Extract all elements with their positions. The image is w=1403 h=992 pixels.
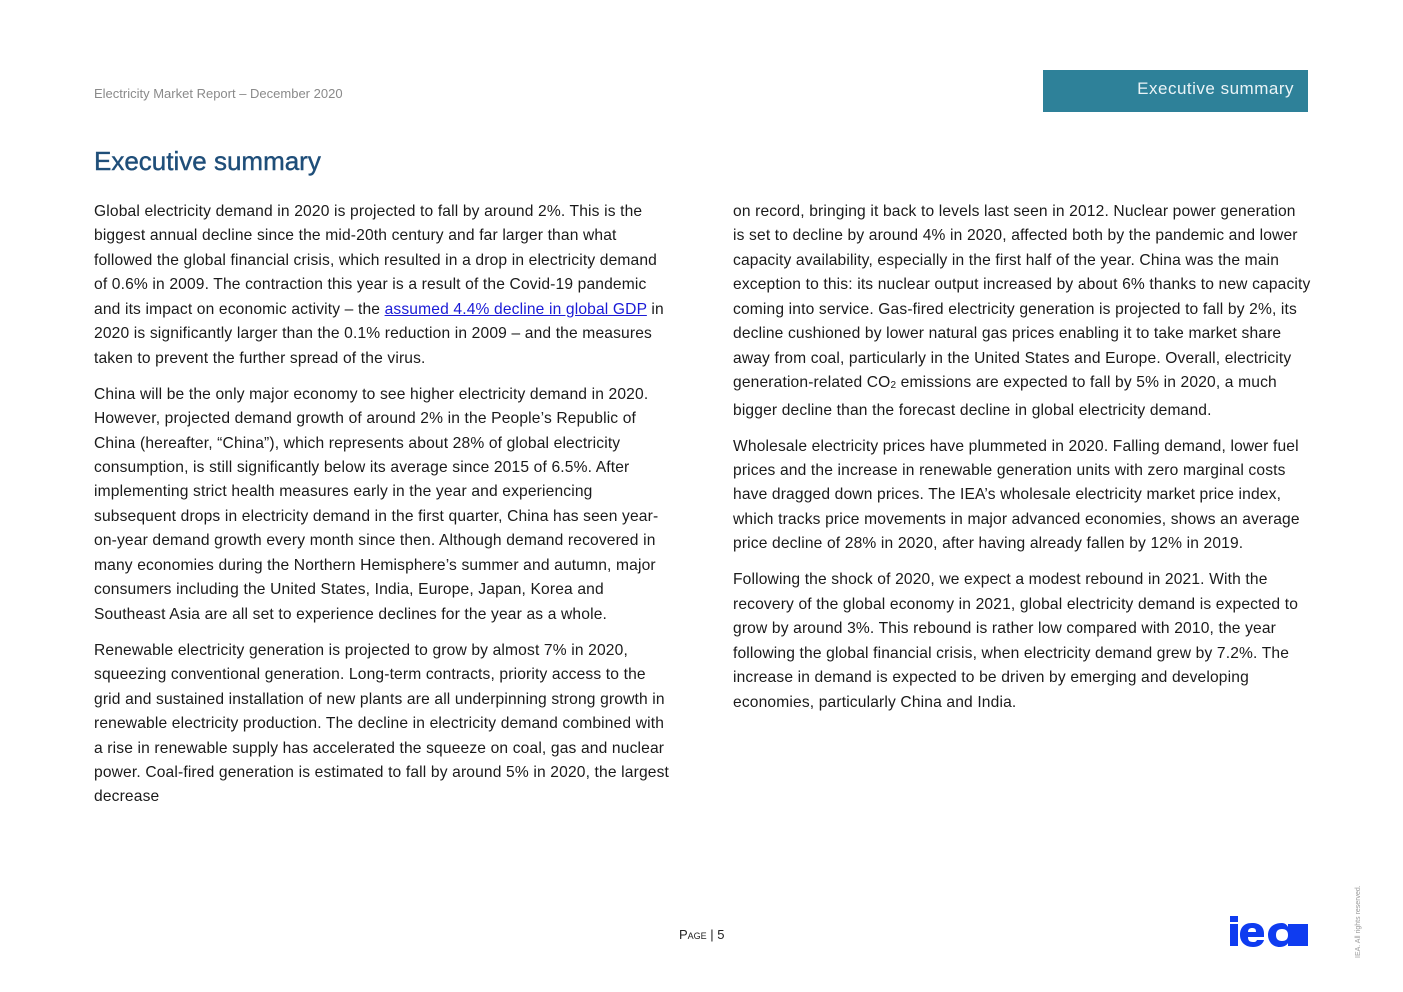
text: emissions are expected to fall by 5% in 2020, a much bigger decline than the forecast decline in global electricity demand. — [733, 374, 1277, 419]
right-column — [733, 200, 1311, 727]
paragraph-2: China will be the only major economy to see higher electricity demand in 2020. However, projected demand growth of around 2% in the People’s Republic of China (hereafter, “China”), which represents about 28% of global electricity consumption, is still significantly below its average since 2015 of 6.5%. After implementing strict health measures early in the year and experiencing subsequent drops in electricity demand in the first quarter, China has seen year-on-year demand growth every month since then. Although demand recovered in many economies during the Northern Hemisphere’s summer and autumn, major consumers including the United States, India, Europe, Japan, Korea and Southeast Asia are all set to experience declines for the year as a whole. — [94, 385, 659, 623]
iea-logo — [1230, 912, 1308, 948]
paragraph-3: Renewable electricity generation is projected to grow by almost 7% in 2020, squeezing conventional generation. Long-term contracts, priority access to the grid and sustained installation of new plants are all underpinning strong growth in renewable electricity production. The decline in electricity demand combined with a rise in renewable supply has accelerated the squeeze on coal, gas and nuclear power. Coal-fired generation is estimated to fall by around 5% in 2020, the largest decrease — [94, 641, 670, 806]
gdp-link[interactable]: assumed 4.4% decline in global GDP — [384, 300, 647, 318]
paragraph-3-continued — [733, 200, 1311, 423]
rights-notice: IEA. All rights reserved. — [1355, 885, 1362, 958]
page-number: Page | 5 — [679, 927, 725, 942]
left-column — [94, 200, 674, 821]
text: on record, bringing it back to levels last seen in 2012. Nuclear power generation is set to decline by around 4% in 2020, affected both by the pandemic and lower capacity availability, especially in the first half of the year. China was the main exception to this: its nuclear output increased by about 6% thanks to new capacity coming into service. Gas-fired electricity generation is projected to fall by 2%, its decline cushioned by lower natural gas prices enabling it to take market share away from coal, particularly in the United States and Europe. Overall, electricity generation-related CO — [733, 203, 1311, 392]
paragraph-1 — [94, 200, 674, 371]
paragraph-5: Following the shock of 2020, we expect a modest rebound in 2021. With the recovery of the global economy in 2021, global electricity demand is expected to grow by around 3%. This rebound is rather low compared with 2010, the year following the global financial crisis, when electricity demand grew by 7.2%. The increase in demand is expected to be driven by emerging and developing economies, particularly China and India. — [733, 571, 1299, 711]
section-tag: Executive summary — [1043, 70, 1308, 112]
paragraph-4: Wholesale electricity prices have plummeted in 2020. Falling demand, lower fuel prices and the increase in renewable generation units with zero marginal costs have dragged down prices. The IEA’s wholesale electricity market price index, which tracks price movements in major advanced economies, shows an average price decline of 28% in 2020, after having already fallen by 12% in 2019. — [733, 437, 1300, 553]
text: Global electricity demand in 2020 is projected to fall by around 2%. This is the biggest annual decline since the mid-20th century and far larger than what followed the global financial crisis, which resulted in a drop in electricity demand of 0.6% in 2009. The contraction this year is a result of the Covid-19 pandemic and its impact on economic activity – the — [94, 203, 657, 318]
text: in 2020 is significantly larger than the 0.1% reduction in 2009 – and the measures taken to prevent the further spread of the virus. — [94, 300, 664, 367]
report-title: Electricity Market Report – December 2020 — [94, 86, 343, 101]
page-title: Executive summary — [94, 146, 321, 176]
subscript: 2 — [890, 380, 897, 392]
